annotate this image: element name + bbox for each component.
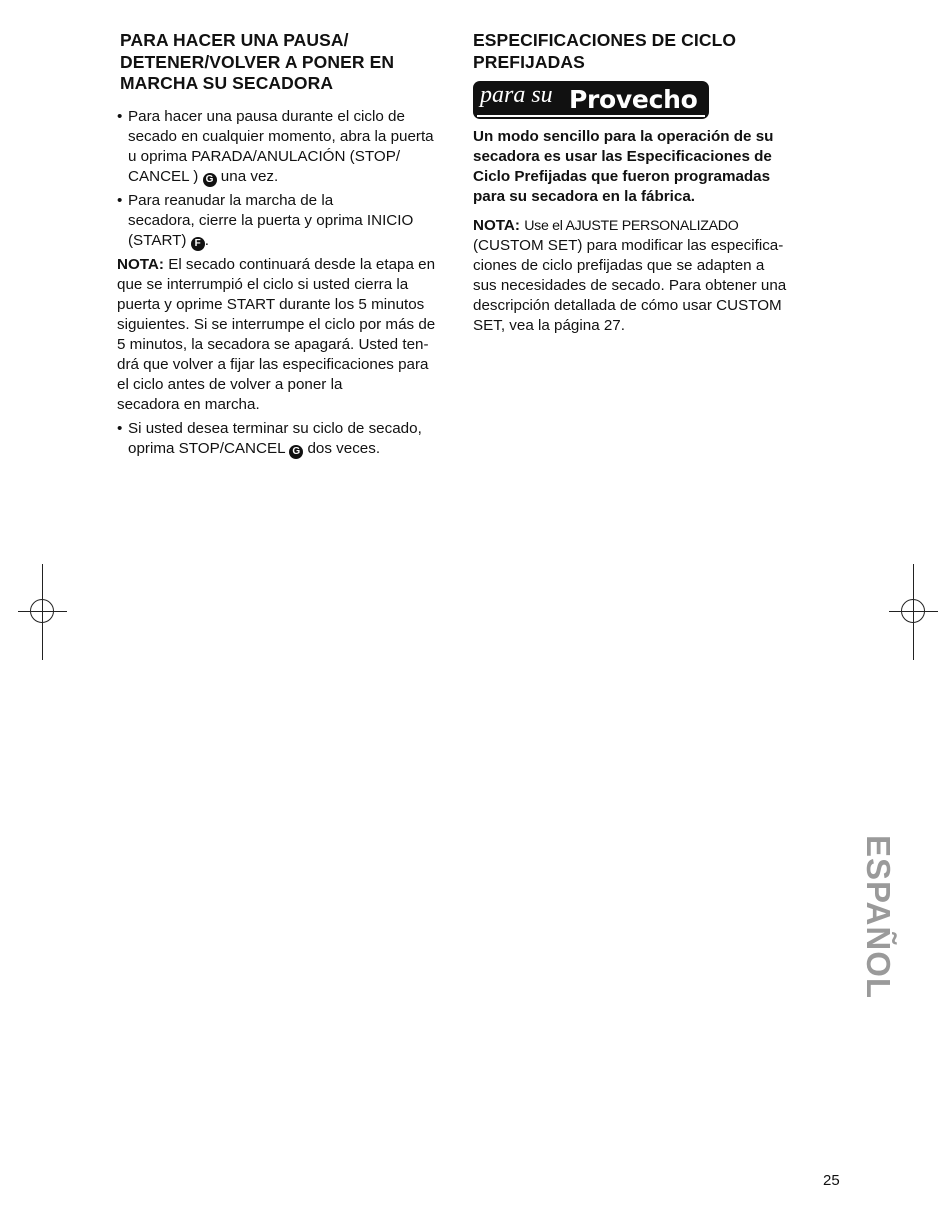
note-paragraph-right: NOTA: Use el AJUSTE PERSONALIZADO (CUSTOM SET) para modificar las especifica- ciones de ciclo prefijadas que se adapten a sus necesidades de secado. Para obtener una descripción detallada de cómo usar CUSTOM SET, vea la página 27. (473, 217, 787, 334)
banner-small-text: para su (480, 82, 553, 108)
right-column (473, 30, 813, 336)
intro-paragraph: Un modo sencillo para la operación de su secadora es usar las Especificaciones de Ciclo Prefijadas que fueron programadas para su secadora en la fábrica. (473, 128, 774, 205)
section-heading-preset: ESPECIFICACIONES DE CICLO PREFIJADAS (473, 30, 737, 72)
banner-underline (477, 115, 705, 117)
language-side-label: ESPAÑOL (860, 834, 897, 1000)
bullet-dot: • (117, 107, 123, 125)
bullet-stop: • Si usted desea terminar su ciclo de secado, oprima STOP/CANCEL G dos veces. (117, 419, 422, 457)
bullet-pause: • Para hacer una pausa durante el ciclo de secado en cualquier momento, abra la puerta u oprima PARADA/ANULACIÓN (STOP/ CANCEL ) G una vez. (117, 107, 434, 185)
left-column (117, 30, 459, 459)
section-heading-pause: PARA HACER UNA PAUSA/ DETENER/VOLVER A PONER EN MARCHA SU SECADORA (120, 30, 395, 93)
button-f-marker-icon: F (191, 237, 205, 251)
banner-big-text: Provecho (569, 85, 698, 114)
page-number: 25 (823, 1172, 840, 1189)
button-g-marker-icon: G (289, 445, 303, 459)
bullet-dot: • (117, 191, 123, 209)
registration-mark-right-icon (889, 564, 939, 661)
bullet-resume: • Para reanudar la marcha de la secadora, cierre la puerta y oprima INICIO (START) F . (117, 191, 414, 249)
registration-mark-left-icon (18, 564, 68, 661)
button-g-marker-icon: G (203, 173, 217, 187)
note-paragraph-left: NOTA: El secado continuará desde la etapa en que se interrumpió el ciclo si usted cierra la puerta y oprime START durante los 5 minutos siguientes. Si se interrumpe el ciclo por más de 5 minutos, la secadora se apagará. Usted ten- drá que volver a fijar las especificaciones para el ciclo antes de volver a poner la secadora en marcha. (117, 255, 436, 413)
para-su-provecho-banner (473, 81, 709, 119)
bullet-dot: • (117, 419, 123, 437)
